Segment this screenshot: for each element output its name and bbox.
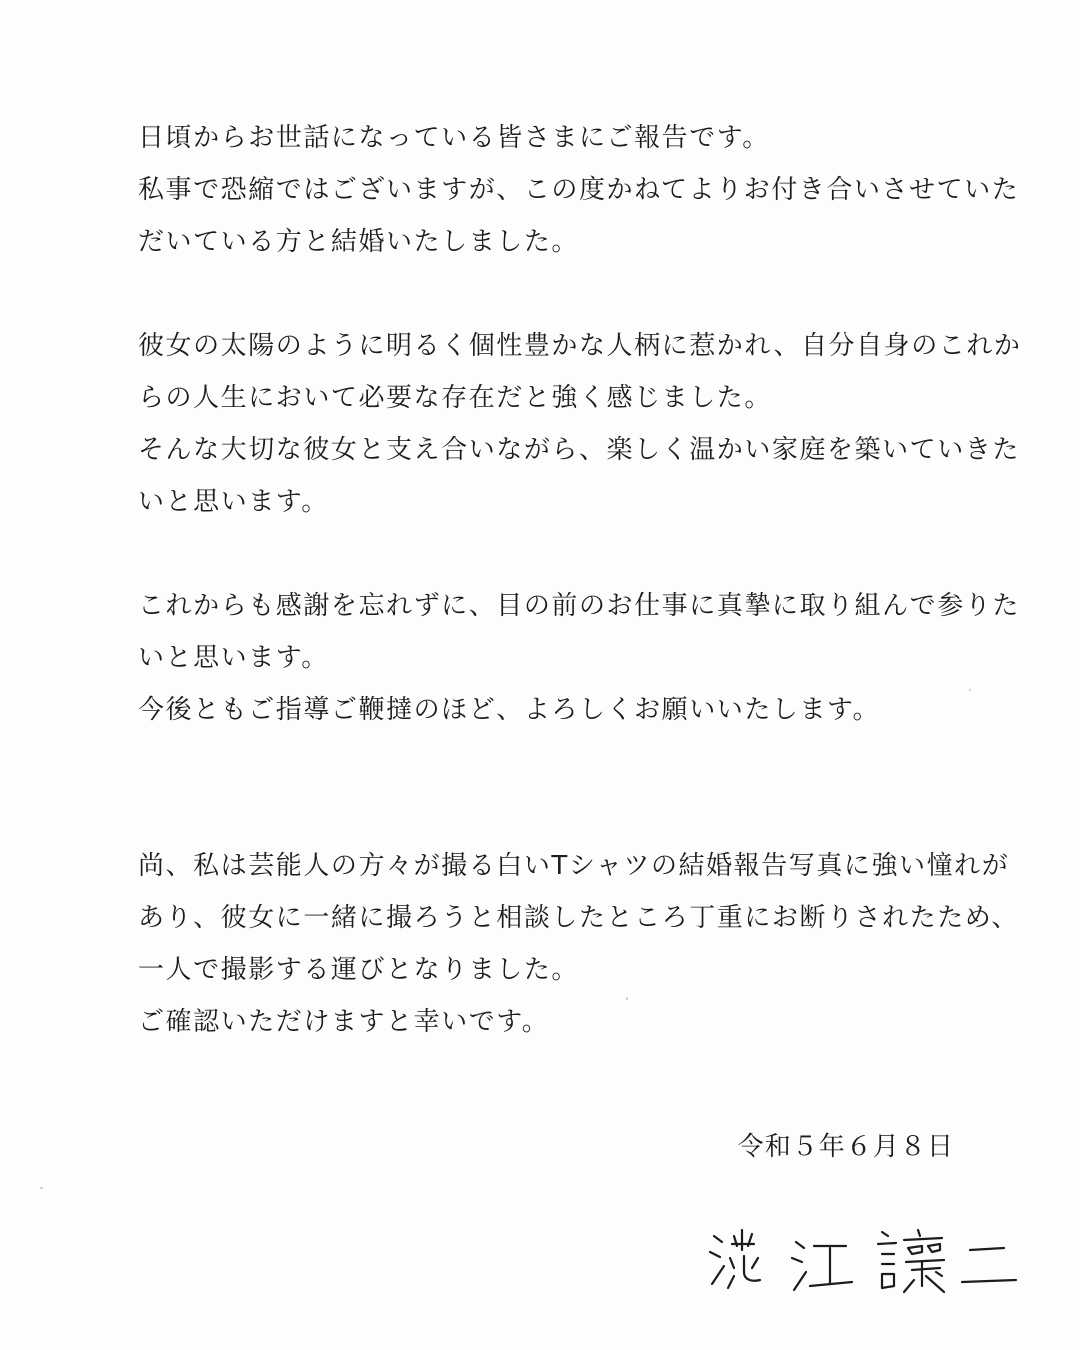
paper-speck: [626, 997, 628, 1000]
text-line: 今後ともご指導ご鞭撻のほど、よろしくお願いいたします。: [138, 695, 881, 725]
paper-speck: [40, 1187, 43, 1189]
text-line: 一人で撮影する運びとなりました。: [138, 955, 579, 985]
handwritten-signature: [700, 1222, 1030, 1312]
text-line: いと思います。: [138, 643, 329, 673]
text-line: らの人生において必要な存在だと強く感じました。: [138, 383, 772, 413]
paragraph-gratitude: [138, 580, 1020, 736]
text-line: だいている方と結婚いたしました。: [138, 227, 579, 257]
paragraph-about-partner: [138, 320, 1022, 528]
paragraph-postscript: [138, 840, 1019, 1048]
paragraph-announcement: [138, 112, 1020, 268]
text-line: あり、彼女に一緒に撮ろうと相談したところ丁重にお断りされたため、: [138, 903, 1019, 933]
signature-drawing: [700, 1222, 1030, 1312]
paper-speck: [969, 689, 971, 691]
text-line: 日頃からお世話になっている皆さまにご報告です。: [138, 123, 770, 153]
text-line: いと思います。: [138, 487, 329, 517]
text-line: 彼女の太陽のように明るく個性豊かな人柄に惹かれ、自分自身のこれか: [138, 331, 1022, 361]
paragraph-gap: [138, 736, 968, 840]
letter-date: 令和５年６月８日: [737, 1132, 954, 1162]
text-line: これからも感謝を忘れずに、目の前のお仕事に真摯に取り組んで参りた: [138, 591, 1020, 621]
text-line: ご確認いただけますと幸いです。: [138, 1007, 550, 1037]
paragraph-gap: [138, 268, 968, 320]
text-line: 私事で恐縮ではございますが、この度かねてよりお付き合いさせていた: [138, 175, 1020, 205]
text-line: 尚、私は芸能人の方々が撮る白いTシャツの結婚報告写真に強い憧れが: [138, 851, 1010, 881]
paragraph-gap: [138, 528, 968, 580]
text-line: そんな大切な彼女と支え合いながら、楽しく温かい家庭を築いていきた: [138, 435, 1020, 465]
letter-body: [138, 112, 1022, 1048]
